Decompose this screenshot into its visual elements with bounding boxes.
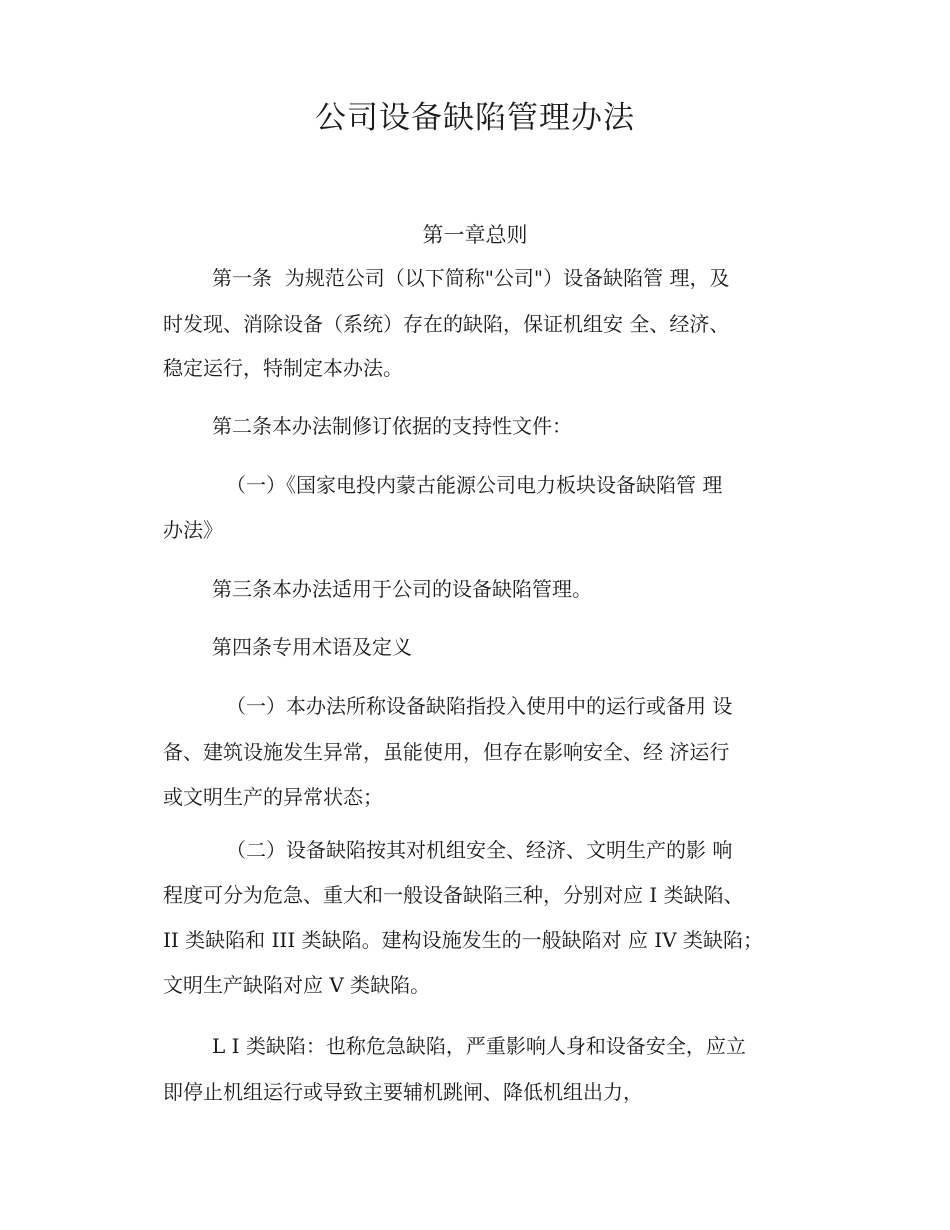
article-4-line-1: 第四条专用术语及定义: [212, 635, 412, 659]
article-4-item-2-line-2: 程度可分为危急、重大和一般设备缺陷三种，分别对应 I 类缺陷、: [163, 883, 744, 907]
article-4-item-2-line-3: II 类缺陷和 III 类缺陷。建构设施发生的一般缺陷对 应 IV 类缺陷；: [163, 928, 763, 952]
article-3-line-1: 第三条本办法适用于公司的设备缺陷管理。: [212, 577, 592, 601]
article-2-line-1: 第二条本办法制修订依据的支持性文件：: [212, 414, 572, 438]
document-title: 公司设备缺陷管理办法: [315, 100, 635, 136]
article-1-line-3: 稳定运行，特制定本办法。: [163, 356, 403, 380]
article-2-item-1-line-2: 办法》: [163, 518, 223, 542]
article-1-line-2: 时发现、消除设备（系统）存在的缺陷，保证机组安 全、经济、: [163, 312, 730, 336]
article-4-item-1-line-2: 备、建筑设施发生异常，虽能使用，但存在影响安全、经 济运行: [163, 740, 730, 764]
article-4-item-2-line-1: （二）设备缺陷按其对机组安全、经济、文明生产的影 响: [226, 838, 733, 862]
article-4-item-2-line-4: 文明生产缺陷对应 V 类缺陷。: [163, 973, 431, 997]
article-4-item-1-line-3: 或文明生产的异常状态；: [163, 785, 383, 809]
chapter-title: 第一章总则: [422, 223, 528, 247]
defect-class-1-line-2: 即停止机组运行或导致主要辅机跳闸、降低机组出力，: [163, 1080, 643, 1104]
article-1-line-1: 第一条 为规范公司（以下简称"公司"）设备缺陷管 理，及: [212, 266, 730, 290]
defect-class-1-line-1: L I 类缺陷：也称危急缺陷，严重影响人身和设备安全，应立: [212, 1034, 746, 1058]
article-4-item-1-line-1: （一）本办法所称设备缺陷指投入使用中的运行或备用 设: [226, 694, 733, 718]
article-2-item-1-line-1: （一）《国家电投内蒙古能源公司电力板块设备缺陷管 理: [226, 473, 723, 497]
